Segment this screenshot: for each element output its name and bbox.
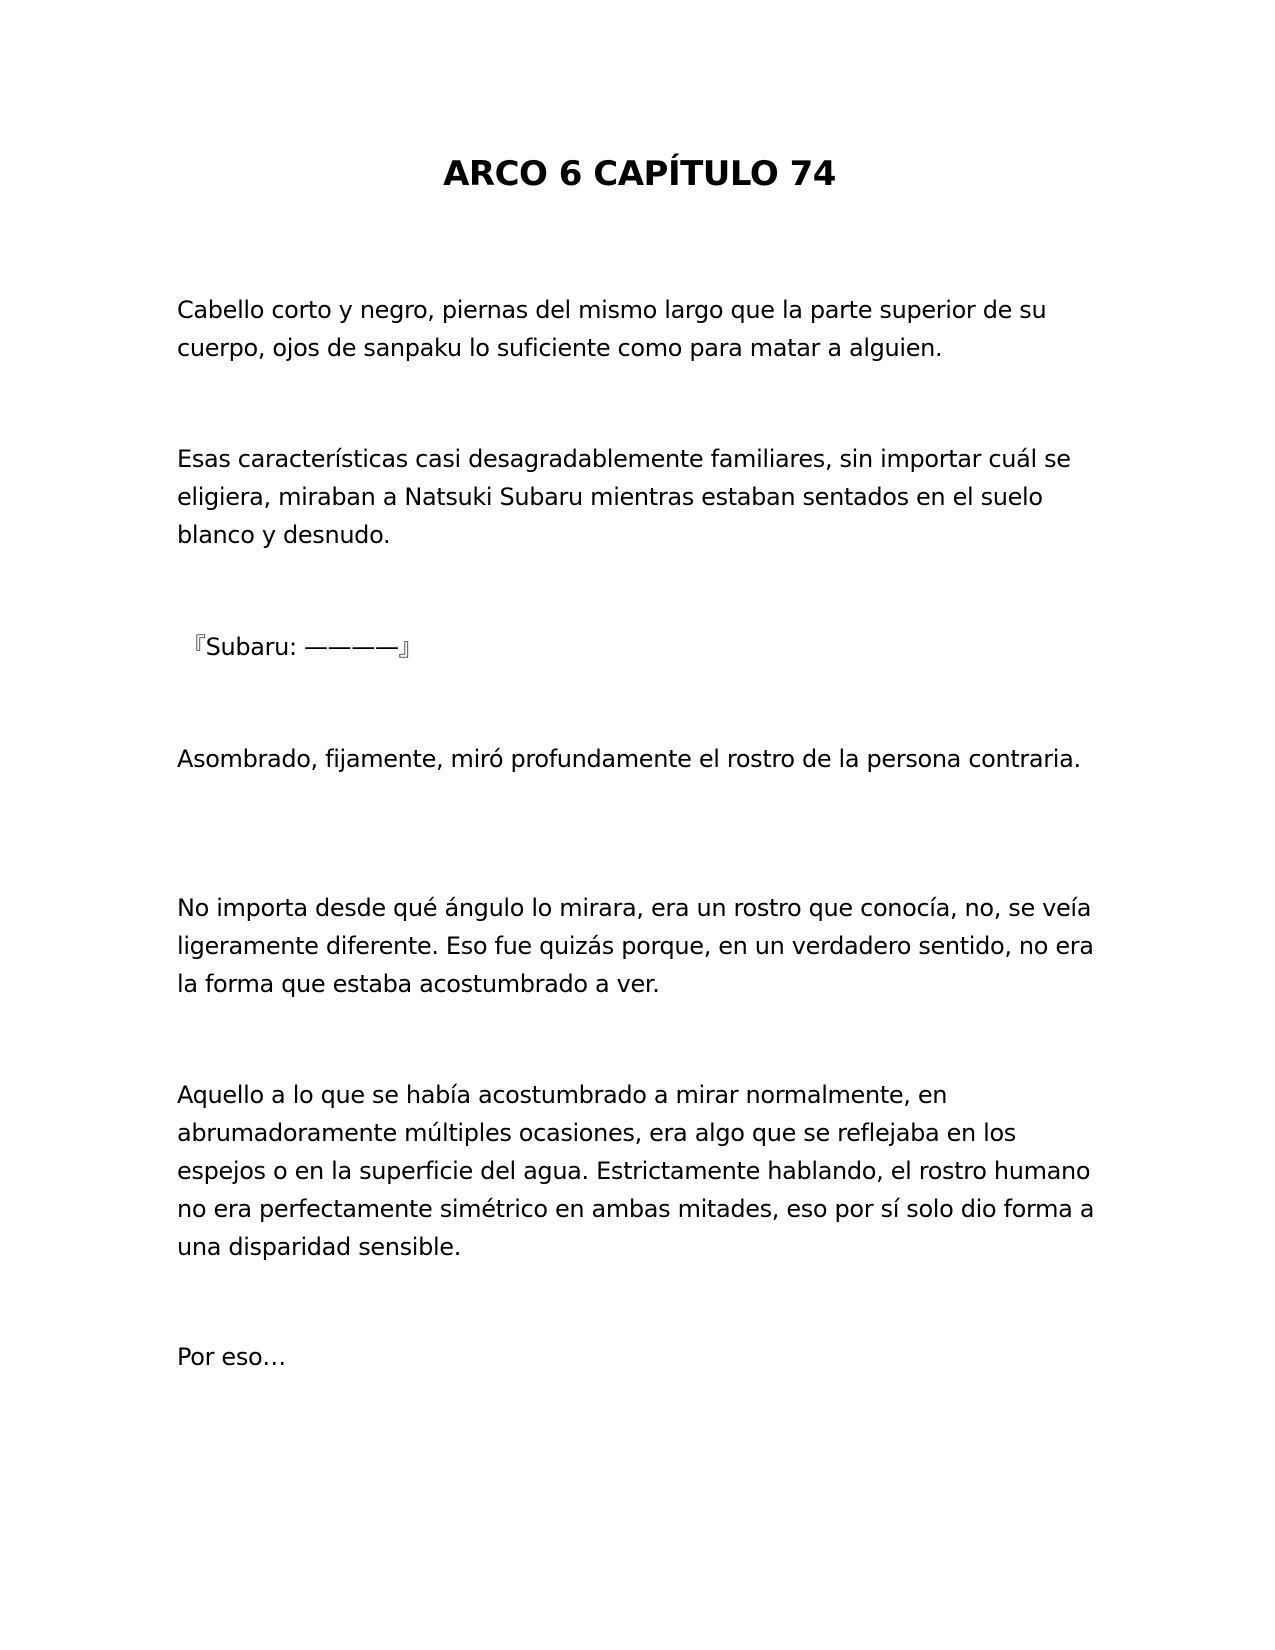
chapter-title (0, 150, 1275, 198)
paragraph-4: No importa desde qué ángulo lo mirara, era un rostro que conocía, no, se veía ligeramente diferente. Eso fue quizás porque, en un verdadero sentido, no era la forma que estaba acostumbrado a ver. (177, 894, 1094, 998)
paragraph-2: Esas características casi desagradablemente familiares, sin importar cuál se eligiera, miraban a Natsuki Subaru mientras estaban sentados en el suelo blanco y desnudo. (177, 445, 1071, 549)
dialogue-line: 『Subaru: ————』 (182, 633, 423, 661)
paragraph-1: Cabello corto y negro, piernas del mismo largo que la parte superior de su cuerpo, ojos de sanpaku lo suficiente como para matar a alguien. (177, 296, 1047, 362)
paragraph-6: Por eso… (177, 1343, 286, 1371)
paragraph-5: Aquello a lo que se había acostumbrado a mirar normalmente, en abrumadoramente múltiples ocasiones, era algo que se reflejaba en los espejos o en la superficie del agua. Estrictamente hablando, el rostro humano no era perfectamente simétrico en ambas mitades, eso por sí solo dio forma a una disparidad sensible. (177, 1081, 1095, 1261)
chapter-title-text: ARCO 6 CAPÍTULO 74 (443, 154, 836, 194)
paragraph-3: Asombrado, fijamente, miró profundamente el rostro de la persona contraria. (177, 745, 1081, 773)
